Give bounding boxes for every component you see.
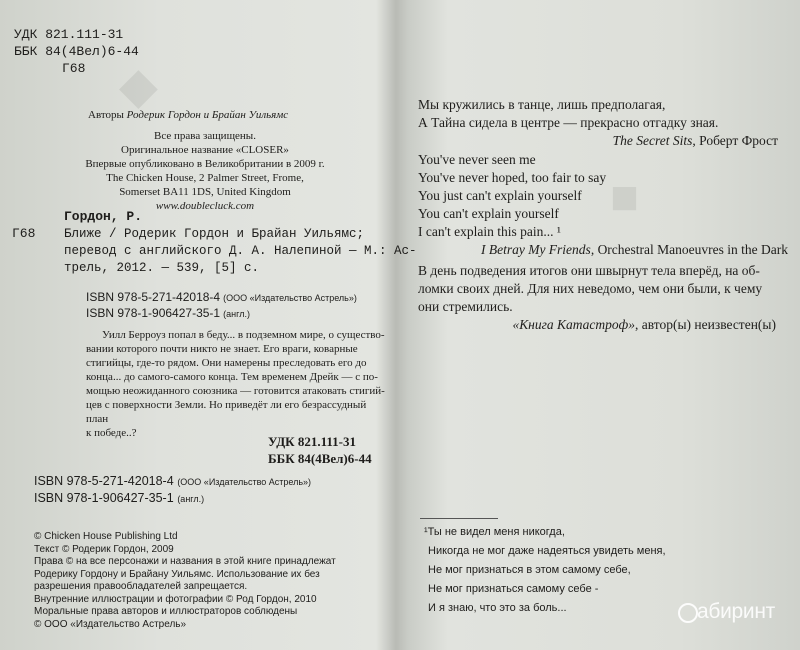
annotation-line: Уилл Берроуз попал в беду... в подземном мире, о существо- — [102, 329, 385, 341]
epigraph-line: You can't explain yourself — [418, 206, 559, 221]
copyright-line: разрешения правообладателей запрещается. — [34, 581, 248, 592]
catalog-record-line: Ближе / Родерик Гордон и Брайан Уильямс; — [64, 227, 365, 241]
annotation-line: цев с поверхности Земли. Но приведёт ли его безрассудный план — [86, 399, 367, 425]
annotation-line: конца... до самого-самого конца. Тем временем Дрейк — с по- — [86, 371, 378, 383]
annotation-line: стигийцы, где-то рядом. Они намерены преследовать его до — [86, 357, 367, 369]
annotation-line: вании которого почти никто не знает. Его враги, коварные — [86, 343, 358, 355]
annotation-line: мощью неожиданного союзника — готовится атаковать стигий- — [86, 385, 385, 397]
footnote-rule — [420, 518, 498, 519]
epigraph-source: «Книга Катастроф», автор(ы) неизвестен(ы) — [512, 317, 776, 332]
right-page — [402, 0, 800, 650]
copyright-line: Моральные права авторов и иллюстраторов соблюдены — [34, 606, 298, 617]
epigraph-frost — [418, 96, 778, 150]
udk-code: УДК 821.111-31 — [14, 27, 124, 42]
epigraph-omd — [418, 151, 788, 259]
catalog-author: Гордон, Р. — [64, 209, 143, 224]
epigraph-line: В день подведения итогов они швырнут тела вперёд, на об- — [418, 263, 760, 278]
annotation-line: к победе..? — [86, 427, 137, 439]
index-code: Г68 — [62, 61, 86, 76]
isbn-line: ISBN 978-1-906427-35-1 (англ.) — [34, 491, 205, 505]
rights-line: Somerset BA11 1DS, United Kingdom — [119, 186, 291, 198]
epigraph-line: А Тайна сидела в центре — прекрасно отгадку зная. — [418, 115, 719, 130]
epigraph-line: ломки своих дней. Для них неведомо, чем они были, к чему — [418, 281, 763, 296]
bbk-code: ББК 84(4Вел)6-44 — [14, 44, 139, 59]
catalog-isbn-line: ISBN 978-1-906427-35-1 (англ.) — [86, 306, 250, 320]
epigraph-catastrophes — [418, 262, 792, 334]
epigraph-line: I can't explain this pain... ¹ — [418, 224, 561, 239]
copyright-line: © Chicken House Publishing Ltd — [34, 531, 178, 542]
epigraph-source: I Betray My Friends, Orchestral Manoeuvres in the Dark — [480, 242, 788, 257]
epigraph-line: You just can't explain yourself — [418, 188, 582, 203]
catalog-index: Г68 — [12, 226, 36, 241]
annotation — [86, 328, 386, 440]
copyright-line: Внутренние иллюстрации и фотографии © Род Гордон, 2010 — [34, 593, 317, 605]
website: www.doublecluck.com — [155, 200, 255, 212]
epigraph-line: Мы кружились в танце, лишь предполагая, — [418, 97, 666, 112]
show-through-right: ■ — [610, 171, 639, 224]
catalog-record-line: трель, 2012. — 539, [5] с. — [64, 261, 260, 275]
copyright-block — [34, 531, 364, 631]
catalog-isbn-line: ISBN 978-5-271-42018-4 (ООО «Издательство Астрель») — [86, 290, 357, 304]
rights-block — [60, 129, 350, 213]
watermark-text: абиринт — [697, 600, 775, 623]
epigraph-line: они стремились. — [418, 299, 513, 314]
footnote-line: ¹Ты не видел меня никогда, — [424, 526, 565, 538]
epigraph-line: You've never hoped, too fair to say — [418, 170, 607, 185]
copyright-line: Родерику Гордону и Брайану Уильямс. Использование их без — [34, 568, 320, 580]
copyright-line: © ООО «Издательство Астрель» — [34, 618, 187, 630]
rights-line: Впервые опубликовано в Великобритании в 2009 г. — [85, 158, 325, 170]
footnote-line: Не мог признаться самому себе - — [428, 583, 599, 595]
rights-line: Оригинальное название «CLOSER» — [121, 144, 289, 156]
authors-prefix: Авторы — [88, 109, 127, 121]
footnote-line: Никогда не мог даже надеяться увидеть меня, — [428, 545, 666, 557]
bbk-code-right: ББК 84(4Вел)6-44 — [268, 451, 372, 466]
show-through-left: ◆ — [120, 60, 157, 113]
authors-line — [88, 108, 288, 122]
footnote-line: Не мог признаться в этом самому себе, — [428, 564, 631, 576]
isbn-line: ISBN 978-5-271-42018-4 (ООО «Издательство Астрель») — [34, 474, 312, 488]
rights-line: Все права защищены. — [154, 130, 256, 142]
copyright-line: Права © на все персонажи и названия в этой книге принадлежат — [34, 556, 336, 567]
watermark-logo-icon — [678, 603, 698, 623]
rights-line: The Chicken House, 2 Palmer Street, Frome, — [106, 172, 304, 184]
epigraph-source: The Secret Sits, Роберт Фрост — [612, 133, 778, 148]
catalog-record-line: перевод с английского Д. А. Налепиной — М.: Ас- — [64, 244, 417, 258]
udk-code-right: УДК 821.111-31 — [268, 434, 356, 449]
authors-names: Родерик Гордон и Брайан Уильямс — [126, 109, 289, 121]
epigraph-line: You've never seen me — [418, 152, 536, 167]
copyright-line: Текст © Родерик Гордон, 2009 — [34, 543, 174, 555]
footnote-line: И я знаю, что это за боль... — [428, 602, 567, 614]
